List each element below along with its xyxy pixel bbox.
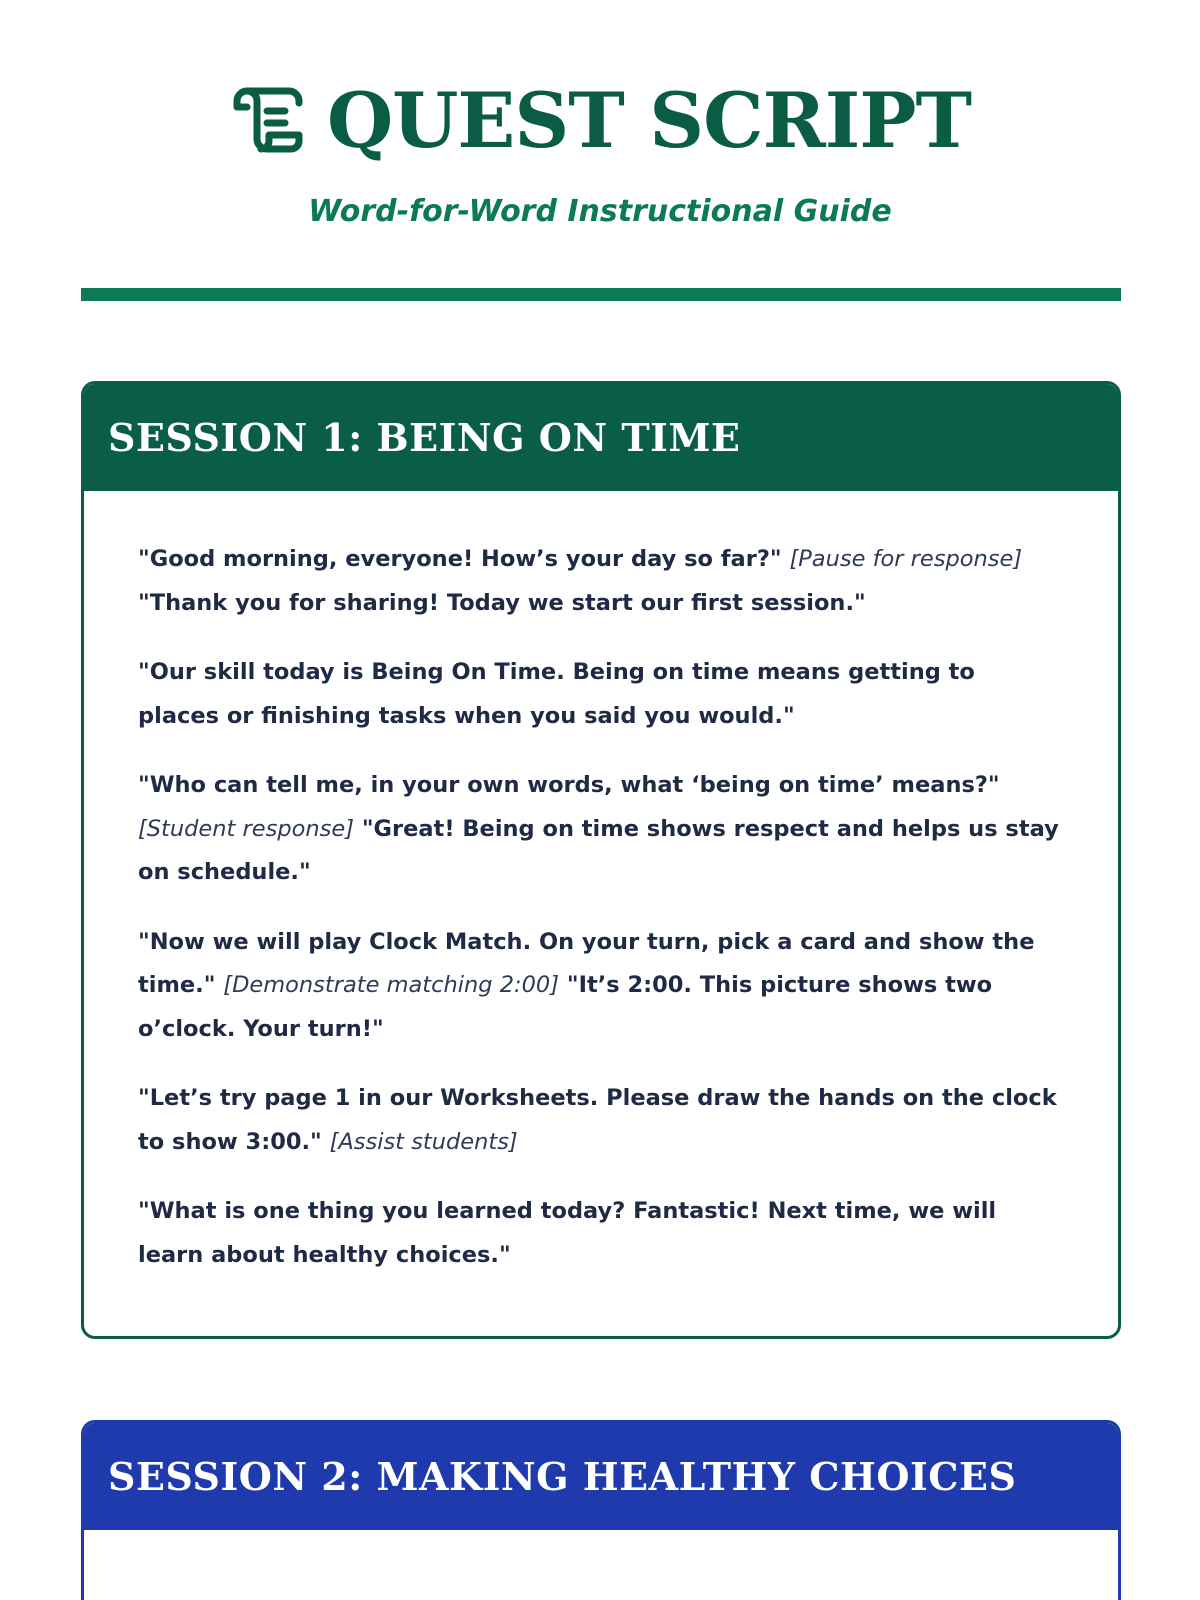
scroll-icon <box>229 85 305 157</box>
session-header <box>84 384 1118 491</box>
session-card-1 <box>81 381 1121 1339</box>
page-title: QUEST SCRIPT <box>326 76 972 165</box>
stage-cue: [Student response] <box>138 815 354 842</box>
session-title: SESSION 2: MAKING HEALTHY CHOICES <box>108 1454 1017 1499</box>
spoken-line: "Great! Being on time shows respect and helps us stay on schedule." <box>138 815 1059 885</box>
page-subtitle: Word-for-Word Instructional Guide <box>308 194 892 229</box>
script-paragraph <box>138 921 1062 1052</box>
spoken-line: "Let’s try page 1 in our Worksheets. Please draw the hands on the clock to show 3:00." <box>138 1085 1057 1155</box>
stage-cue: [Pause for response] <box>789 546 1023 572</box>
session-card-2 <box>81 1420 1121 1600</box>
spoken-line: "Who can tell me, in your own words, what ‘being on time’ means?" <box>138 772 1000 798</box>
session-header <box>84 1423 1118 1530</box>
stage-cue: [Assist students] <box>329 1128 518 1155</box>
spoken-line: "Thank you for sharing! Today we start our first session." <box>138 589 866 616</box>
header-divider <box>81 288 1121 301</box>
session-body <box>84 491 1118 1277</box>
stage-cue: [Demonstrate matching 2:00] <box>223 972 559 998</box>
script-paragraph <box>138 651 1062 738</box>
title-row <box>0 78 1200 164</box>
script-paragraph <box>138 538 1062 625</box>
spoken-line: "Now we will play Clock Match. On your turn, pick a card and show the time." <box>138 928 1035 998</box>
spoken-line: "Our skill today is Being On Time. Being on time means getting to places or finishing tasks when you said you would." <box>138 659 975 729</box>
spoken-line: "It’s 2:00. This picture shows two o’clock. Your turn!" <box>138 972 993 1042</box>
script-paragraph <box>138 1190 1062 1277</box>
session-title: SESSION 1: BEING ON TIME <box>108 415 741 460</box>
spoken-line: "Good morning, everyone! How’s your day so far?" <box>138 546 782 572</box>
page-header <box>0 78 1200 229</box>
script-paragraph <box>138 1077 1062 1164</box>
spoken-line: "What is one thing you learned today? Fantastic! Next time, we will learn about healthy choices." <box>138 1198 997 1268</box>
script-paragraph <box>138 764 1062 895</box>
